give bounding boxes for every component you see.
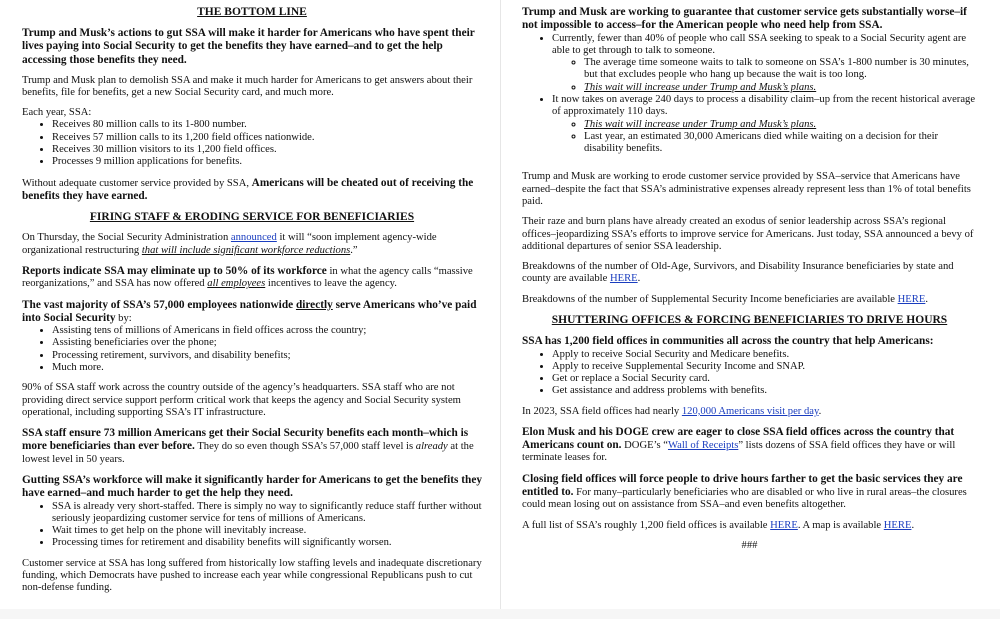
announced-paragraph: On Thursday, the Social Security Administration announced it will “soon implement agency-wide organizational restructuring that will include significant workforce reductions.” [22,232,437,256]
announced-link[interactable]: announced [230,232,277,244]
list-item: • Receives 80 million calls to its 1-800 number. [52,119,482,131]
list-item: • Currently, fewer than 40% of people who call SSA seeking to speak to a Social Security agent are able to get through to talk to someone. ◦ The average time someone waits to talk to someone on SSA’s 1-800 number is 30 minutes, but that excludes people who hang up because the wait is too long. ◦ This wait will increase under Trump and Musk’s plans. [552,33,977,94]
oasdi-breakdown-link[interactable]: HERE [609,273,638,285]
list-item: • Processing times for retirement and disability benefits will significantly worsen. [52,537,482,549]
gutting-paragraph: Gutting SSA’s workforce will make it significantly harder for Americans to get the benefits they have earned–and much harder to get the help they need. [22,473,482,500]
list-item: ◦ Last year, an estimated 30,000 Americans died while waiting on a decision for their disability benefits. [584,131,977,156]
intro-paragraph: Trump and Musk’s actions to gut SSA will make it harder for Americans who have spent their lives paying into Social Security to get the benefits they have earned–and to get the help accessing those benefits they need. [22,27,475,66]
list-item: ◦ This wait will increase under Trump and Musk’s plans. [584,82,977,94]
shuttering-offices-heading: SHUTTERING OFFICES & FORCING BENEFICIARIES TO DRIVE HOURS [551,313,948,326]
firing-staff-heading: FIRING STAFF & ERODING SERVICE FOR BENEFICIARIES [89,211,415,224]
right-column [522,6,977,560]
doge-paragraph: Elon Musk and his DOGE crew are eager to close SSA field offices across the country that Americans count on. DOGE’s “Wall of Receipts” lists dozens of SSA field offices they have or will terminate leases for. [522,425,956,464]
ssi-breakdown-paragraph: Breakdowns of the number of Supplemental Security Income beneficiaries are available HERE. [522,293,928,305]
guarantee-list [522,33,977,156]
closing-paragraph: Closing field offices will force people to drive hours farther to get the basic services they are entitled to. For many–particularly beneficiaries who are disabled or who live in rural areas–the closures could mean losing out on assistance from SSA–and even benefits altogether. [522,472,967,511]
oasdi-breakdown-paragraph: Breakdowns of the number of Old-Age, Survivors, and Disability Insurance beneficiaries by state and county are available HERE. [522,261,954,285]
wall-of-receipts-link[interactable]: Wall of Receipts [667,440,739,452]
list-item: • Assisting beneficiaries over the phone; [52,337,482,349]
list-item: ◦ This wait will increase under Trump and Musk’s plans. [584,119,977,131]
list-item: • Receives 57 million calls to its 1,200 field offices nationwide. [52,132,482,144]
each-year-list [22,119,482,168]
ssi-breakdown-link[interactable]: HERE [897,293,926,305]
cheated-paragraph: Without adequate customer service provided by SSA, Americans will be cheated out of receiving the benefits they have earned. [22,176,474,202]
list-item: • SSA is already very short-staffed. There is simply no way to significantly reduce staff further without seriously jeopardizing customer service for tens of millions of Americans. [52,501,482,526]
office-map-link[interactable]: HERE [883,519,912,531]
raze-paragraph: Their raze and burn plans have already created an exodus of senior leadership across SSA’s regional offices–jeopardizing SSA’s efforts to improve service for Americans. Just today, SSA announced a bevy of additional departures of senior SSA leadership. [522,216,974,252]
office-list-paragraph: A full list of SSA’s roughly 1,200 field offices is available HERE. A map is available HERE. [522,519,915,531]
majority-list [22,325,482,374]
each-year-label: Each year, SSA: [22,107,92,119]
list-item: • Apply to receive Supplemental Security Income and SNAP. [552,361,977,373]
list-item: ◦ The average time someone waits to talk to someone on SSA’s 1-800 number is 30 minutes, but that excludes people who hang up because the wait is too long. [584,57,977,82]
customer-service-paragraph: Customer service at SSA has long suffered from historically low staffing levels and inadequate discretionary funding, which Democrats have pushed to increase each year while congressional Republicans push to cut non-defense funding. [22,557,482,594]
list-item: • Get assistance and address problems with benefits. [552,385,977,397]
majority-paragraph: The vast majority of SSA’s 57,000 employees nationwide directly serve Americans who’ve paid into Social Security by: [22,298,477,324]
demolish-paragraph: Trump and Musk plan to demolish SSA and make it much harder for Americans to get answers about their benefits, file for benefits, get a new Social Security card, and much more. [22,74,473,98]
ensure-paragraph: SSA staff ensure 73 million Americans get their Social Security benefits each month–which is more beneficiaries than ever before. They do so even though SSA’s 57,000 staff level is already at the lowest level in 50 years. [22,427,474,465]
list-item: • Apply to receive Social Security and Medicare benefits. [552,349,977,361]
office-list-link[interactable]: HERE [770,519,798,531]
guarantee-paragraph: Trump and Musk are working to guarantee that customer service gets substantially worse–if not impossible to access–for the American people who need help from SSA. [522,6,967,32]
sub-list [552,57,977,94]
list-item: • Processing retirement, survivors, and disability benefits; [52,350,482,362]
list-item: • Much more. [52,362,482,374]
page-divider [500,0,501,619]
left-column [22,6,482,603]
list-item: • It now takes on average 240 days to process a disability claim–up from the recent historical average of approximately 110 days. ◦ This wait will increase under Trump and Musk’s plans. ◦ Last year, an estimated 30,000 Americans died while waiting on a decision for their disability benefits. [552,94,977,155]
list-item: • Assisting tens of millions of Americans in field offices across the country; [52,325,482,337]
erode-paragraph: Trump and Musk are working to erode customer service provided by SSA–service that Americans have earned–despite the fact that SSA’s administrative expenses already represent less than 1% of total benefits paid. [522,171,971,207]
field-offices-paragraph: SSA has 1,200 field offices in communities all across the country that help Americans: [522,335,934,348]
bottom-bar [0,609,1000,619]
visits-link[interactable]: 120,000 Americans visit per day [681,405,819,417]
list-item: • Wait times to get help on the phone will inevitably increase. [52,525,482,537]
visits-paragraph: In 2023, SSA field offices had nearly 120,000 Americans visit per day. [522,405,822,417]
list-item: • Processes 9 million applications for benefits. [52,156,482,168]
ninety-percent-paragraph: 90% of SSA staff work across the country outside of the agency’s headquarters. SSA staff who are not providing direct service support perform critical work that keeps the agency and Social Security system operational, including supporting SSA’s IT infrastructure. [22,382,461,418]
bottom-line-heading: THE BOTTOM LINE [197,6,307,18]
field-offices-list [522,349,977,398]
reports-paragraph: Reports indicate SSA may eliminate up to 50% of its workforce in what the agency calls “massive reorganizations,” and SSA has now offered all employees incentives to leave the agency. [22,265,473,290]
list-item: • Receives 30 million visitors to its 1,200 field offices. [52,144,482,156]
list-item: • Get or replace a Social Security card. [552,373,977,385]
sub-list [552,119,977,156]
gutting-list [22,501,482,550]
end-mark: ### [741,539,758,551]
